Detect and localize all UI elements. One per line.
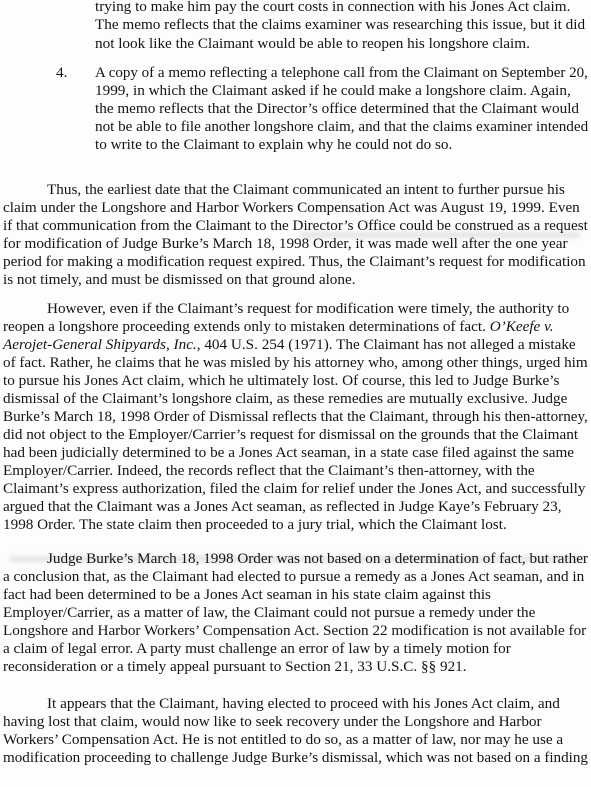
paragraph-4-line: It appears that the Claimant, having elected to proceed with his Jones Act claim, and [47,695,560,712]
paragraph-2-text: reopen a longshore proceeding extends only to mistaken determinations of fact. [3,318,490,335]
paragraph-3-line: Longshore and Harbor Workers’ Compensation Act. Section 22 modification is not available for [3,622,587,639]
list-item-4-line: to write to the Claimant to explain why he could not do so. [95,136,453,153]
paragraph-1-line: for modification of Judge Burke’s March 18, 1998 Order, it was made well after the one year [3,235,568,252]
case-citation: Aerojet-General Shipyards, Inc. [3,336,197,353]
paragraph-3-line: Judge Burke’s March 18, 1998 Order was not based on a determination of fact, but rather [47,550,588,567]
paragraph-4-line: having lost that claim, would now like to seek recovery under the Longshore and Harbor [3,713,542,730]
paragraph-2-line: to pursue his Jones Act claim, which he ultimately lost. Of course, this led to Judge Burke’s [3,372,560,389]
paragraph-3-line: a claim of legal error. A party must challenge an error of law by a timely motion for [3,640,511,657]
paragraph-1-line: period for making a modification request expired. Thus, the Claimant’s request for modification [3,253,586,270]
case-citation: O’Keefe v. [489,318,554,335]
paragraph-3-line: fact had been determined to be a Jones Act seaman in his state claim against this [3,586,491,603]
paragraph-2-line: had been judicially determined to be a Jones Act seaman, in a state case filed against the same [3,444,575,461]
paragraph-2-line: However, even if the Claimant’s request for modification were timely, the authority to [47,300,570,317]
list-item-4-line: 1999, in which the Claimant asked if he could make a longshore claim. Again, [95,82,571,99]
list-item-4-number: 4. [56,64,68,81]
list-item-4-line: the memo reflects that the Director’s office determined that the Claimant would [95,100,580,117]
list-item-4-line: not be able to file another longshore claim, and that the claims examiner intended [95,118,589,135]
paragraph-2-line: Claimant’s express authorization, filed the claim for relief under the Jones Act, and successfully [3,480,586,497]
list-item-3-line: The memo reflects that the claims examiner was researching this issue, but it did [95,16,586,33]
list-item-4-line: A copy of a memo reflecting a telephone call from the Claimant on September 20, [95,64,588,81]
paragraph-2-line: did not object to the Employer/Carrier’s request for dismissal on the grounds that the Claimant [3,426,579,443]
paragraph-3-line: Employer/Carrier, as a matter of law, the Claimant could not pursue a remedy under the [3,604,536,621]
paragraph-2-line: dismissal of the Claimant’s longshore claim, as these remedies are mutually exclusive. Judge [3,390,568,407]
paragraph-2-line: argued that the Claimant was a Jones Act seaman, as reflected in Judge Kaye’s February 23, [3,498,562,515]
paragraph-2-line: Employer/Carrier. Indeed, the records reflect that the Claimant’s then-attorney, with the [3,462,535,479]
paragraph-4-line: modification proceeding to challenge Judge Burke’s dismissal, which was not based on a finding [3,749,588,766]
paragraph-2-line [3,336,576,354]
paragraph-2-line: of fact. Rather, he claims that he was misled by his attorney who, among other things, urged him [3,354,588,371]
paragraph-1-line: if that communication from the Claimant to the Director’s Office could be construed as a request [3,217,588,234]
paragraph-3-line: a conclusion that, as the Claimant had elected to pursue a remedy as a Jones Act seaman, and in [3,568,585,585]
paragraph-1-line: Thus, the earliest date that the Claimant communicated an intent to further pursue his [47,181,565,198]
paragraph-2-line: 1998 Order. The state claim then proceeded to a jury trial, which the Claimant lost. [3,516,507,533]
paragraph-2-line [3,318,554,336]
paragraph-4-line: Workers’ Compensation Act. He is not entitled to do so, as a matter of law, nor may he use a [3,731,564,748]
paragraph-1-line: claim under the Longshore and Harbor Workers Compensation Act was August 19, 1999. Even [3,199,580,216]
paragraph-3-line: reconsideration or a timely appeal pursuant to Section 21, 33 U.S.C. §§ 921. [3,658,467,675]
paragraph-2-text: , 404 U.S. 254 (1971). The Claimant has not alleged a mistake [196,336,576,353]
paragraph-1-line: is not timely, and must be dismissed on that ground alone. [3,271,356,288]
list-item-3-line: not look like the Claimant would be able to reopen his longshore claim. [95,35,530,52]
paragraph-2-line: Burke’s March 18, 1998 Order of Dismissal reflects that the Claimant, through his then-attorney, [3,408,588,425]
list-item-3-line: trying to make him pay the court costs in connection with his Jones Act claim. [95,0,571,15]
